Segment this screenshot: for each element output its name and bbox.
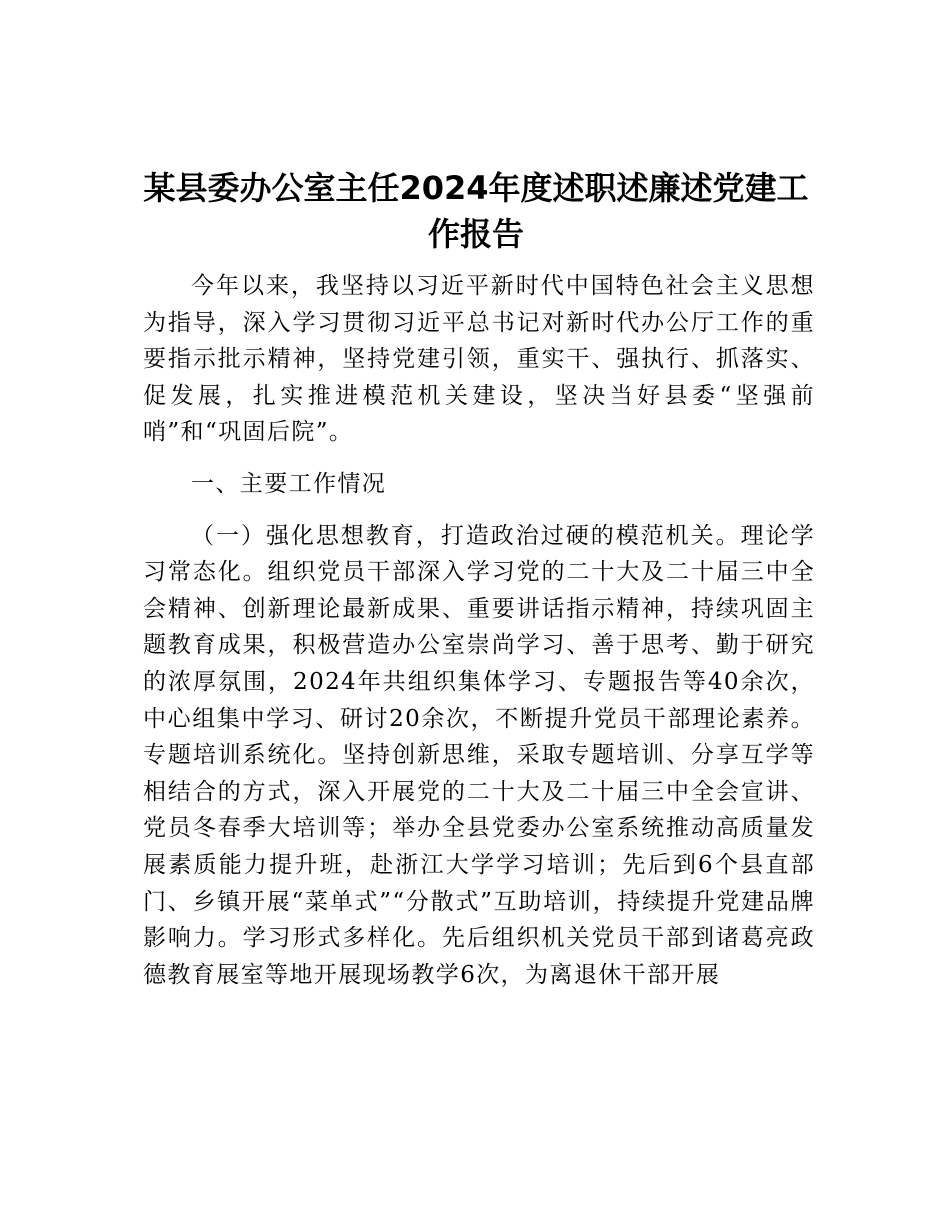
section-paragraph: （一）强化思想教育，打造政治过硬的模范机关。理论学习常态化。组织党员干部深入学习党的二十大及二十届三中全会精神、创新理论最新成果、重要讲话指示精神，持续巩固主题教育成果，积极营造办公室崇尚学习、善于思考、勤于研究的浓厚氛围，2024年共组织集体学习、专题报告等40余次，中心组集中学习、研讨20余次，不断提升党员干部理论素养。专题培训系统化。坚持创新思维，采取专题培训、分享互学等相结合的方式，深入开展党的二十大及二十届三中全会宣讲、党员冬春季大培训等；举办全县党委办公室系统推动高质量发展素质能力提升班，赴浙江大学学习培训；先后到6个县直部门、乡镇开展“菜单式”“分散式”互助培训，持续提升党建品牌影响力。学习形式多样化。先后组织机关党员干部到诸葛亮政德教育展室等地开展现场教学6次，为离退休干部开展 xyxy=(143,522,815,988)
document-body xyxy=(143,268,815,993)
intro-paragraph: 今年以来，我坚持以习近平新时代中国特色社会主义思想为指导，深入学习贯彻习近平总书记对新时代办公厅工作的重要指示批示精神，坚持党建引领，重实干、强执行、抓落实、促发展，扎实推进模范机关建设，坚决当好县委“坚强前哨”和“巩固后院”。 xyxy=(143,273,815,446)
document-title: 某县委办公室主任2024年度述职述廉述党建工作报告 xyxy=(143,169,809,253)
section-heading: 一、主要工作情况 xyxy=(191,470,387,497)
